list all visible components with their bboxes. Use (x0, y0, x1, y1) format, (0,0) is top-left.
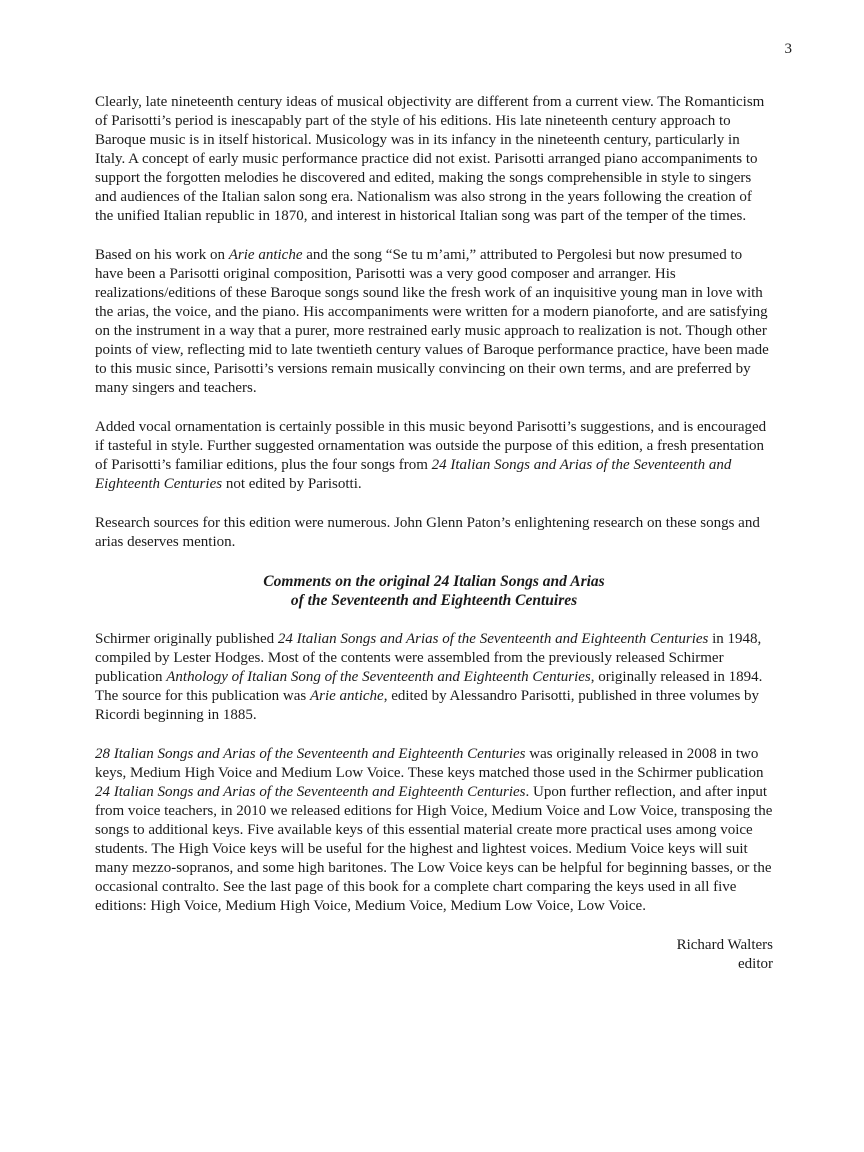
body-text: Added vocal ornamentation is certainly possible in this music beyond Parisotti’s suggestions, and is encouraged if tasteful in style. Further suggested ornamentation was outside the purpose of this edition, a fresh presentation of Parisotti’s familiar editions, plus the four songs from (95, 419, 767, 473)
italic-title-text: Arie antiche (309, 688, 384, 704)
paragraph (95, 246, 773, 398)
italic-title-text: 24 Italian Songs and Arias of the Seventeenth and Eighteenth Centuries (277, 631, 709, 647)
paragraph (95, 630, 773, 725)
paragraph (95, 745, 773, 916)
body-text: not edited by Parisotti. (222, 476, 362, 492)
body-text: Research sources for this edition were numerous. John Glenn Paton’s enlightening research on these songs and arias deserves mention. (95, 515, 760, 550)
italic-title-text: 24 Italian Songs and Arias of the Seventeenth and Eighteenth Centuries (95, 784, 526, 800)
signature-block (95, 936, 773, 974)
signature-role: editor (738, 956, 773, 972)
page-content (95, 93, 773, 974)
body-text: . Upon further reflection, and after input from voice teachers, in 2010 we released editions for High Voice, Medium Voice and Low Voice, transposing the songs to additional keys. Five available keys of this essential material create more practical uses among voice students. The High Voice keys will be useful for the highest and lightest voices. Medium Voice keys will suit many mezzo-sopranos, and some high baritones. The Low Voice keys can be helpful for beginning basses, or the occasional contralto. See the last page of this book for a complete chart comparing the keys used in all five editions: High Voice, Medium High Voice, Medium Voice, Medium Low Voice, Low Voice. (95, 784, 773, 914)
paragraph (95, 418, 773, 494)
italic-title-text: 28 Italian Songs and Arias of the Seventeenth and Eighteenth Centuries (95, 746, 526, 762)
body-text: Based on his work on (95, 247, 229, 263)
italic-title-text: Anthology of Italian Song of the Seventeenth and Eighteenth Centuries (166, 669, 591, 685)
body-text: in 1948, compiled by Lester Hodges. Most of the contents were assembled from the previously released Schirmer publication (95, 631, 762, 685)
section-heading (95, 572, 773, 610)
heading-line-1: Comments on the original 24 Italian Songs and Arias (263, 573, 605, 590)
page-number: 3 (784, 41, 792, 57)
paragraph (95, 514, 773, 552)
body-text: was originally released in 2008 in two keys, Medium High Voice and Medium Low Voice. These keys matched those used in the Schirmer publication (95, 746, 764, 781)
paragraph (95, 93, 773, 226)
body-text: Clearly, late nineteenth century ideas of musical objectivity are different from a current view. The Romanticism of Parisotti’s period is inescapably part of the style of his editions. His late nineteenth century approach to Baroque music is in itself historical. Musicology was in its infancy in the nineteenth century, particularly in Italy. A concept of early music performance practice did not exist. Parisotti arranged piano accompaniments to support the forgotten melodies he discovered and edited, making the songs comprehensible in style to singers and audiences of the Italian salon song era. Nationalism was also strong in the years following the creation of the unified Italian republic in 1870, and interest in historical Italian song was part of the temper of the times. (95, 94, 765, 224)
body-before-heading (95, 93, 773, 552)
signature-name: Richard Walters (676, 937, 773, 953)
body-text: and the song “Se tu m’ami,” attributed to Pergolesi but now presumed to have been a Parisotti original composition, Parisotti was a very good composer and arranger. His realizations/editions of these Baroque songs sound like the fresh work of an inquisitive young man in love with the arias, the voice, and the piano. His accompaniments were written for a modern pianoforte, and are satisfying on the instrument in a way that a purer, more restrained early music approach to realization is not. Though other points of view, reflecting mid to late twentieth century values of Baroque performance practice, have been made to this music since, Parisotti’s versions remain musically convincing on their own terms, and are preferred by many singers and teachers. (95, 247, 769, 396)
body-text: , originally released in 1894. The source for this publication was (95, 669, 763, 704)
italic-title-text: 24 Italian Songs and Arias of the Seventeenth and Eighteenth Centuries (95, 457, 732, 492)
body-text: , edited by Alessandro Parisotti, published in three volumes by Ricordi beginning in 1885. (95, 688, 760, 723)
italic-title-text: Arie antiche (228, 247, 303, 263)
heading-line-2: of the Seventeenth and Eighteenth Centuires (290, 592, 578, 609)
body-text: Schirmer originally published (95, 631, 278, 647)
body-after-heading (95, 630, 773, 916)
